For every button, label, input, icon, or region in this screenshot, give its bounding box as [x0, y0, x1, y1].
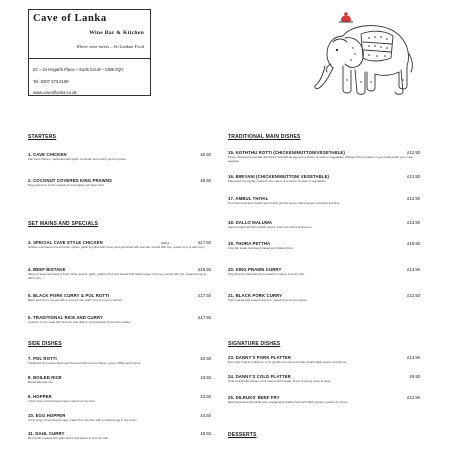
item-price: £14.50	[407, 267, 420, 272]
item-description: Flavoured rice freshly cooked in the sauce of a choice of meat or vegetables.	[228, 180, 327, 183]
item-description: Red lentils cooked with garlic herbs and spices in coconut milk.	[28, 437, 109, 440]
item-name: 19. THORA PETTHA	[228, 241, 271, 246]
item-name: 17. AMBUL THIYAL	[228, 196, 269, 201]
item-name: 23. DANNY'S PORK PLATTER	[228, 355, 292, 360]
item-name: 3. SPECIAL CAVE STYLE CHICKEN	[28, 240, 103, 245]
item-price: £12.50	[407, 395, 420, 400]
section-title-starters: STARTERS	[28, 134, 57, 140]
item-price: £5.50	[200, 431, 211, 436]
item-name: 6. TRADITIONAL RICE AND CURRY	[28, 315, 103, 320]
restaurant-tagline: Where wine meets – Sri Lankan Food	[76, 44, 144, 49]
item-description: Pan-fried chicken, marinated with garlic, coriander and freshly ground spices.	[28, 158, 127, 161]
item-description: Black pork Curry served with a coconut rotti, dahl curry & coconut sambol.	[28, 299, 123, 302]
address: 22 – 24 Hogarth Place – Earls Court – SW5 0QY	[33, 67, 124, 72]
item-description: A thin crispy bowl shaped crepe made from rice flour.	[28, 400, 96, 403]
section-title-set-mains: SET MAINS AND SPECIALS	[28, 221, 99, 227]
item-name: 1. CAVE CHICKEN	[28, 152, 67, 157]
item-name: 9. HOPPER	[28, 394, 52, 399]
item-description: Slices of beef marinated in fresh herbs, spices, garlic, shallow fried and tossed with black pepper & honey, served with rice, seasonal veg & dahl curry.	[28, 273, 206, 280]
header-title-area	[29, 10, 150, 59]
item-price: £17.50	[198, 315, 211, 320]
item-price: £9.50	[409, 374, 420, 379]
restaurant-subtitle: Wine Bar & Kitchen	[89, 30, 144, 36]
item-description: King prawns in a rich roasted coconut batter and deep fried.	[28, 184, 105, 187]
item-name: 20. KING PRAWN CURRY	[228, 267, 282, 272]
item-price: £12.50	[407, 174, 420, 179]
item-name: 5. BLACK PORK CURRY & POL ROTTI	[28, 293, 110, 298]
item-description: Pork cooked with roasted raw rice, grated coconut and spices.	[228, 299, 308, 302]
item-price: £19.50	[198, 267, 211, 272]
item-price: £14.50	[407, 355, 420, 360]
item-description: King fish steak marinated, baked and shallow fried.	[228, 247, 294, 250]
item-description: Finely chopped homemade flat bread fried with an egg and a choice of meat or vegetables. (Please inform a waiter if you would prefer your meal eggless).	[228, 156, 413, 163]
item-price: £2.50	[200, 356, 211, 361]
item-description: Cold mozzarella cheese cut & tossed with tomato, lemon & spring onion to taste.	[228, 380, 331, 383]
item-description: A choice of one meat dish and two side dishes, accompanied by an onion salad.	[28, 321, 131, 324]
item-price: £6.50	[200, 152, 211, 157]
item-description: Boiled Basmati rice.	[28, 381, 54, 384]
item-name: 24. DANNY'S COLD PLATTER	[228, 374, 291, 379]
item-price: £17.50	[198, 293, 211, 298]
item-name: 15. KOTHTHU ROTTI (CHICKEN/MUTTON/VEGETABLE)	[228, 150, 345, 155]
item-description: chicken marinated in fresh herbs, spices, garlic & grilled with honey and garnished with sea salt, served with rice, potato curry & dahl curry.	[28, 246, 206, 249]
item-name: 25. DILRUKS' BEEF FRY	[228, 395, 280, 400]
item-name: 10. EGG HOPPER	[28, 413, 66, 418]
restaurant-name: Cave of Lanka	[33, 13, 107, 24]
item-price: £17.50	[198, 240, 211, 245]
item-description: Tuna fish dried and cooked with freshly ground spices, black pepper, tamarind and lime.	[228, 202, 341, 205]
item-price: £4.50	[200, 413, 211, 418]
restaurant-header-box	[28, 9, 151, 96]
item-name: 8. BOILED RICE	[28, 375, 62, 380]
item-price: £12.50	[407, 293, 420, 298]
item-name: 11. DAHL CURRY	[28, 431, 65, 436]
item-description: Pork belly fried & cooked on a hot griddle pan and a sprinkle of salt, black pepper and lemon.	[228, 361, 347, 364]
item-price: £8.50	[200, 178, 211, 183]
item-name: 18. DALLO MALUWA	[228, 220, 273, 225]
item-description: Beef marinated with white wine vinegar and shallow fried with black pepper, powder & onions.	[228, 401, 348, 404]
item-price: £13.50	[407, 220, 420, 225]
section-title-side-dishes: SIDE DISHES	[28, 341, 62, 347]
item-price: £12.50	[407, 150, 420, 155]
item-name: 7. POL ROTTI	[28, 356, 57, 361]
item-description: King Prawns marinated and cooked in creamy coconut milk.	[228, 273, 305, 276]
item-description: A thin crispy bowl shaped crepe made from rice flour with a cracked egg in the centre.	[28, 419, 138, 422]
item-price: £3.50	[200, 394, 211, 399]
item-name: 2. COCONUT COVERED KING PRAWNS	[28, 178, 112, 183]
item-price: £16.50	[407, 241, 420, 246]
item-price: £12.50	[407, 196, 420, 201]
item-name: 16. BIRIYANI (CHICKEN/MUTTON/ VEGETABLE)	[228, 174, 330, 179]
item-description: Traditional Sri Lankan flat bread flavoured with coconut flakes, green chillies and onions.	[28, 362, 142, 365]
item-price: £3.50	[200, 375, 211, 380]
elephant-illustration	[303, 6, 419, 102]
item-description: Squid cooked with Sri Lankan spices, fresh cut onions and lemon.	[228, 226, 313, 229]
contact-info	[33, 64, 124, 99]
section-title-desserts: DESSERTS	[228, 432, 257, 438]
section-title-signature: SIGNATURE DISHES	[228, 341, 281, 347]
item-name: 4. BEEF BISTAKE	[28, 267, 66, 272]
website: www.caveoflanka.co.uk	[33, 90, 77, 95]
item-note: (half a	[161, 241, 170, 245]
section-title-traditional-mains: TRADITIONAL MAIN DISHES	[228, 134, 301, 140]
item-name: 21. BLACK PORK CURRY	[228, 293, 283, 298]
phone: Tel: 0207 373 6180	[33, 78, 69, 84]
